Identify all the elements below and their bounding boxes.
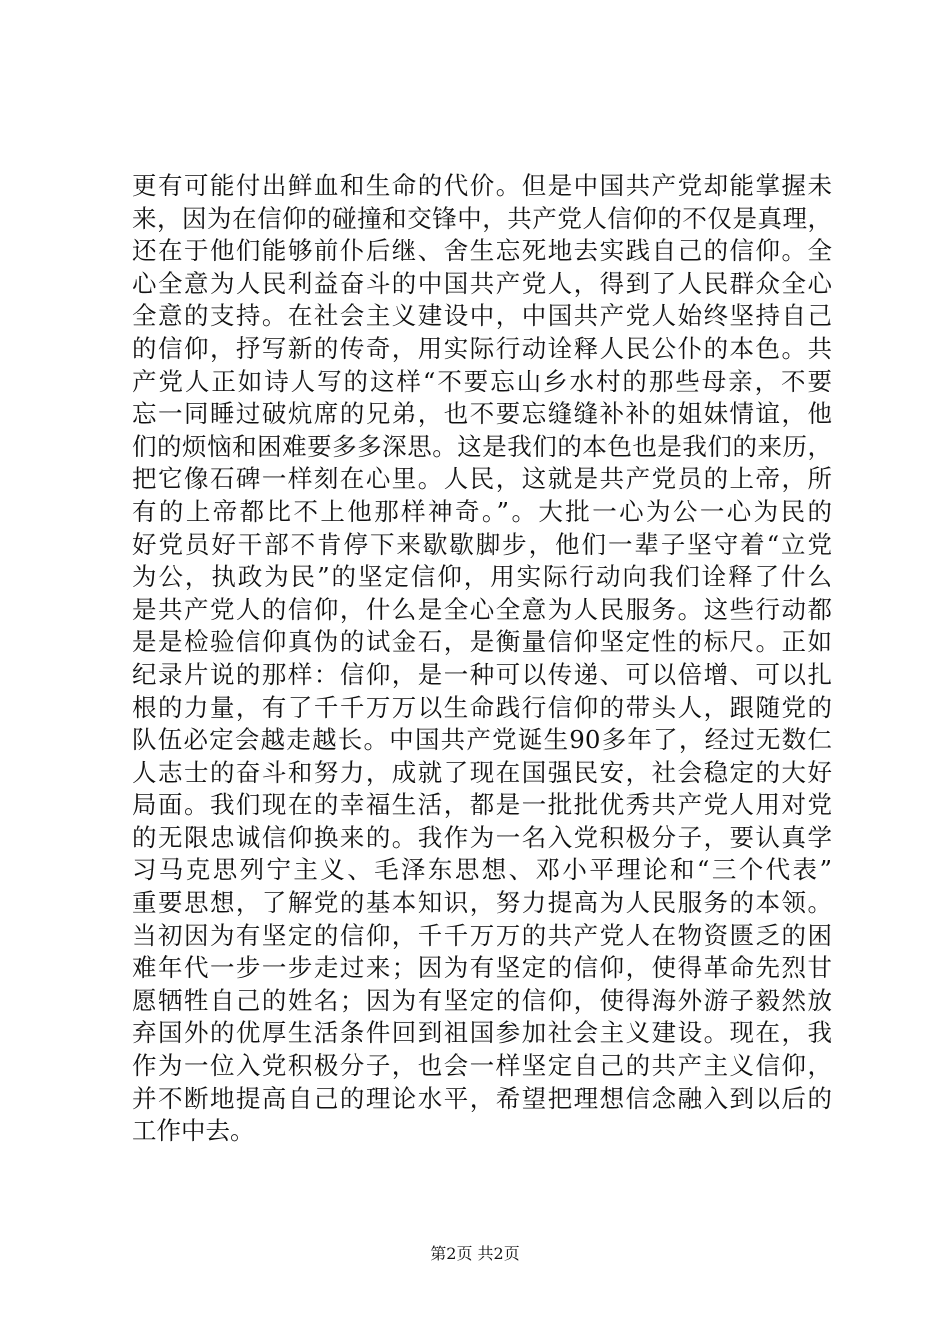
text-line: 工作中去。 [132, 1116, 255, 1146]
text-line: 为公，执政为民”的坚定信仰，用实际行动向我们诠释了什么 [132, 562, 832, 592]
text-line: 忘一同睡过破炕席的兄弟，也不要忘缝缝补补的姐妹情谊，他 [132, 399, 832, 429]
text-line: 当初因为有坚定的信仰，千千万万的共产党人在物资匮乏的困 [132, 920, 832, 950]
text-line: 把它像石碑一样刻在心里。人民，这就是共产党员的上帝，所 [132, 464, 832, 494]
text-line: 愿牺牲自己的姓名；因为有坚定的信仰，使得海外游子毅然放 [132, 985, 832, 1015]
text-line: 的无限忠诚信仰换来的。我作为一名入党积极分子，要认真学 [132, 822, 832, 852]
text-line: 是是检验信仰真伪的试金石，是衡量信仰坚定性的标尺。正如 [132, 627, 832, 657]
text-line: 作为一位入党积极分子，也会一样坚定自己的共产主义信仰， [132, 1051, 832, 1081]
text-line: 局面。我们现在的幸福生活，都是一批批优秀共产党人用对党 [132, 790, 832, 820]
page-number-footer: 第2页 共2页 [430, 1244, 520, 1263]
text-line: 根的力量，有了千千万万以生命践行信仰的带头人，跟随党的 [132, 692, 832, 722]
text-line: 纪录片说的那样：信仰，是一种可以传递、可以倍增、可以扎 [132, 659, 832, 689]
text-line: 们的烦恼和困难要多多深思。这是我们的本色也是我们的来历， [132, 431, 832, 461]
text-line: 重要思想，了解党的基本知识，努力提高为人民服务的本领。 [132, 888, 832, 918]
text-line: 全意的支持。在社会主义建设中，中国共产党人始终坚持自己 [132, 301, 832, 331]
text-line: 并不断地提高自己的理论水平，希望把理想信念融入到以后的 [132, 1083, 832, 1113]
text-line: 人志士的奋斗和努力，成就了现在国强民安，社会稳定的大好 [132, 757, 832, 787]
text-line: 心全意为人民利益奋斗的中国共产党人，得到了人民群众全心 [132, 268, 832, 298]
text-line: 还在于他们能够前仆后继、舍生忘死地去实践自己的信仰。全 [132, 236, 832, 266]
text-line: 有的上帝都比不上他那样神奇。”。大批一心为公一心为民的 [132, 496, 832, 526]
text-line: 的信仰，抒写新的传奇，用实际行动诠释人民公仆的本色。共 [132, 333, 832, 363]
text-line: 更有可能付出鲜血和生命的代价。但是中国共产党却能掌握未 [132, 171, 832, 200]
text-line: 是共产党人的信仰，什么是全心全意为人民服务。这些行动都 [132, 594, 832, 624]
text-line: 来，因为在信仰的碰撞和交锋中，共产党人信仰的不仅是真理， [132, 203, 832, 233]
body-text [132, 170, 832, 1148]
text-line: 好党员好干部不肯停下来歇歇脚步，他们一辈子坚守着“立党 [132, 529, 832, 559]
text-line: 队伍必定会越走越长。中国共产党诞生90多年了，经过无数仁 [132, 725, 832, 755]
text-line: 产党人正如诗人写的这样“不要忘山乡水村的那些母亲，不要 [132, 366, 832, 396]
text-line: 习马克思列宁主义、毛泽东思想、邓小平理论和“三个代表” [132, 855, 832, 885]
text-line: 难年代一步一步走过来；因为有坚定的信仰，使得革命先烈甘 [132, 953, 832, 983]
text-line: 弃国外的优厚生活条件回到祖国参加社会主义建设。现在，我 [132, 1018, 832, 1048]
